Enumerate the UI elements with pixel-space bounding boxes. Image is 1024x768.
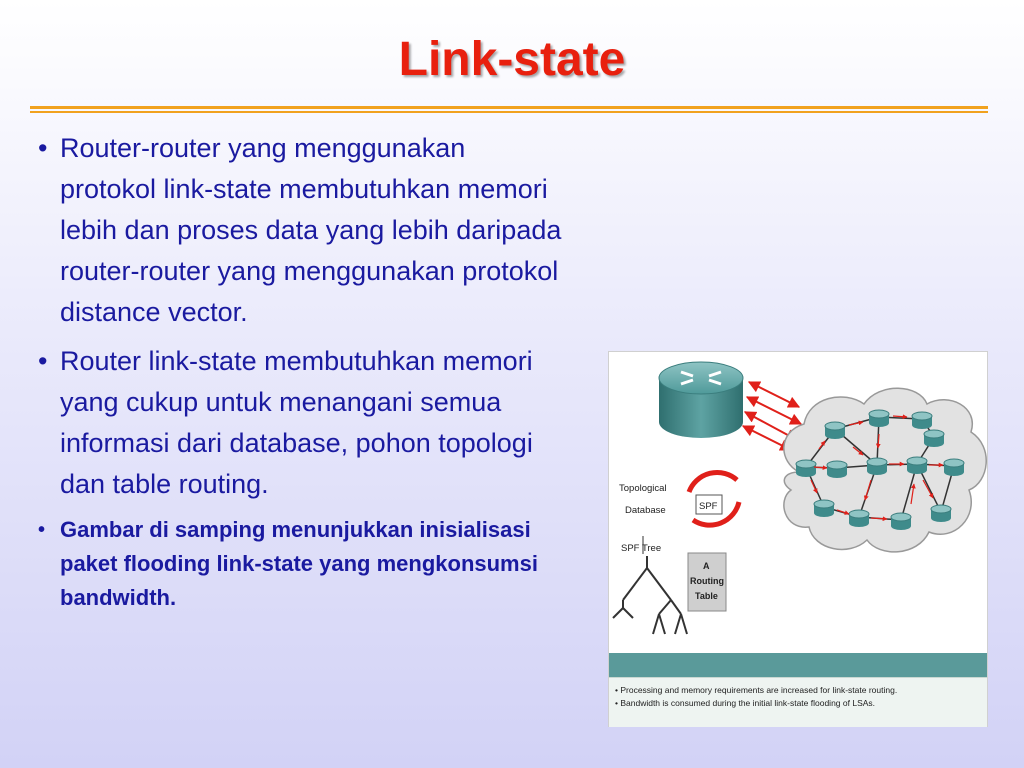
bullet-dot: • <box>38 519 46 541</box>
link-state-figure <box>608 351 988 727</box>
bullet-text: Gambar di samping menunjukkan inisialisasi paket flooding link-state yang mengkonsumsi bandwidth. <box>60 517 538 610</box>
routing-label-line1: A <box>703 561 710 571</box>
slide-title: Link-state <box>398 33 626 86</box>
bullet-text: Router-router yang menggunakan protokol link-state membutuhkan memori lebih dan proses data yang lebih daripada router-router yang menggunakan protokol distance vector. <box>60 133 562 327</box>
bullet-item-2 <box>38 341 568 505</box>
title-rule-top <box>30 106 988 109</box>
bullet-item-1 <box>38 128 568 333</box>
topological-label-line2: Database <box>625 505 666 516</box>
router-icon <box>659 362 743 438</box>
bullet-item-3 <box>38 513 568 615</box>
bullet-list <box>38 128 568 623</box>
figure-note: • Processing and memory requirements are increased for link-state routing. <box>615 684 987 697</box>
spf-tree-label: SPF Tree <box>621 543 662 554</box>
bullet-text: Router link-state membutuhkan memori yang cukup untuk menangani semua informasi dari database, pohon topologi dan table routing. <box>60 346 533 499</box>
topological-label-line1: Topological <box>619 483 667 494</box>
spf-box-label: SPF <box>699 501 718 512</box>
routing-label-line3: Table <box>695 591 718 601</box>
spf-cycle-icon <box>689 472 739 525</box>
figure-notes <box>609 677 987 727</box>
figure-band <box>609 653 987 677</box>
figure-note: • Bandwidth is consumed during the initial link-state flooding of LSAs. <box>615 697 987 710</box>
bullet-dot: • <box>38 133 48 163</box>
bullet-dot: • <box>38 346 48 376</box>
routing-label-line2: Routing <box>690 576 724 586</box>
spf-tree-icon <box>613 556 687 634</box>
title-rule-bottom <box>30 111 988 113</box>
